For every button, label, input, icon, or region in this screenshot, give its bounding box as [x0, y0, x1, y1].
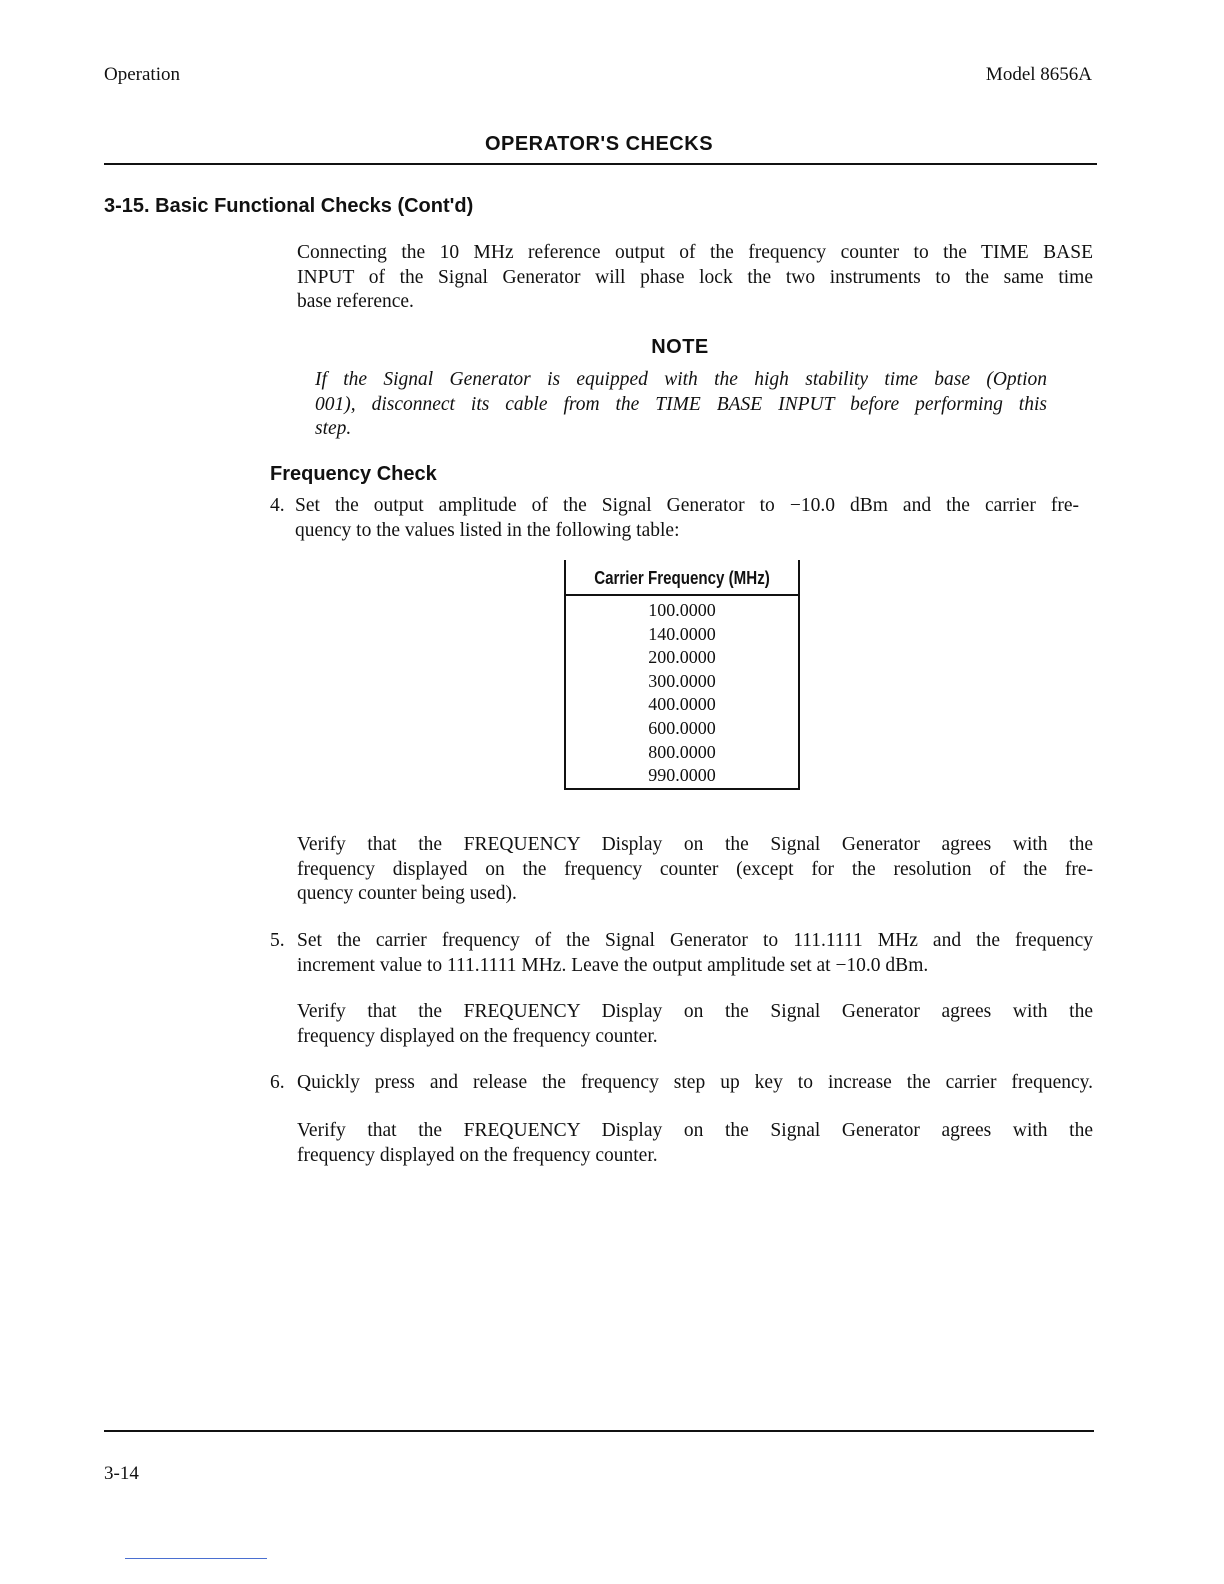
table-row: 600.0000	[648, 717, 716, 738]
section-rule	[104, 163, 1097, 165]
header-left: Operation	[104, 64, 180, 85]
verify-line: frequency displayed on the frequency counter.	[297, 1144, 658, 1166]
step-line: Set the output amplitude of the Signal Generator to −10.0 dBm and the carrier fre-	[295, 495, 1079, 516]
verify-line: frequency displayed on the frequency counter.	[297, 1025, 658, 1047]
intro-line: base reference.	[297, 291, 414, 312]
verify-4-text	[297, 833, 1093, 907]
verify-line: frequency displayed on the frequency counter (except for the resolution of the fre-	[297, 858, 1093, 880]
header-right: Model 8656A	[985, 64, 1092, 85]
step-5-text	[297, 929, 1093, 978]
table-row: 140.0000	[648, 623, 716, 644]
step-number: 4.	[270, 495, 285, 516]
table-row: 200.0000	[648, 647, 716, 668]
step-line: Quickly press and release the frequency step up key to increase the carrier frequency.	[297, 1072, 1093, 1093]
step-number: 5.	[270, 930, 285, 951]
verify-5-text	[297, 1000, 1093, 1049]
verify-line: quency counter being used).	[297, 883, 517, 904]
step-line: Set the carrier frequency of the Signal Generator to 111.1111 MHz and the frequency	[297, 930, 1093, 951]
intro-line: Connecting the 10 MHz reference output of the frequency counter to the TIME BASE	[297, 242, 1093, 263]
table-header: Carrier Frequency (MHz)	[594, 568, 770, 588]
intro-paragraph	[297, 241, 1093, 315]
table-row: 990.0000	[648, 765, 716, 786]
table-body	[566, 596, 798, 788]
page-number: 3-14	[104, 1463, 139, 1484]
step-6-text	[297, 1071, 1093, 1096]
footer-rule	[104, 1430, 1094, 1432]
step-line: increment value to 111.1111 MHz. Leave the output amplitude set at −10.0 dBm.	[297, 954, 929, 976]
frequency-check-heading: Frequency Check	[270, 463, 437, 485]
verify-line: Verify that the FREQUENCY Display on the Signal Generator agrees with the	[297, 834, 1093, 855]
step-4-text	[295, 494, 1079, 543]
note-line: step.	[315, 418, 352, 439]
table-row: 100.0000	[648, 600, 716, 620]
table-row: 400.0000	[648, 694, 716, 715]
note-line: If the Signal Generator is equipped with the high stability time base (Option	[315, 369, 1047, 390]
intro-line: INPUT of the Signal Generator will phase lock the two instruments to the same time	[297, 266, 1093, 288]
verify-6-text	[297, 1119, 1093, 1168]
step-number: 6.	[270, 1072, 285, 1093]
table-row: 800.0000	[648, 741, 716, 762]
note-line: 001), disconnect its cable from the TIME BASE INPUT before performing this	[315, 393, 1047, 415]
verify-line: Verify that the FREQUENCY Display on the Signal Generator agrees with the	[297, 1001, 1093, 1022]
table-header-cell	[566, 560, 798, 596]
table-row: 300.0000	[648, 670, 716, 691]
note-body	[315, 368, 1047, 442]
scan-artifact-line	[125, 1558, 267, 1559]
note-title: NOTE	[651, 336, 709, 358]
step-line: quency to the values listed in the following table:	[295, 519, 680, 541]
section-title: OPERATOR'S CHECKS	[484, 133, 714, 155]
paragraph-heading: 3-15. Basic Functional Checks (Cont'd)	[104, 195, 474, 217]
verify-line: Verify that the FREQUENCY Display on the Signal Generator agrees with the	[297, 1120, 1093, 1141]
carrier-frequency-table	[564, 560, 800, 790]
